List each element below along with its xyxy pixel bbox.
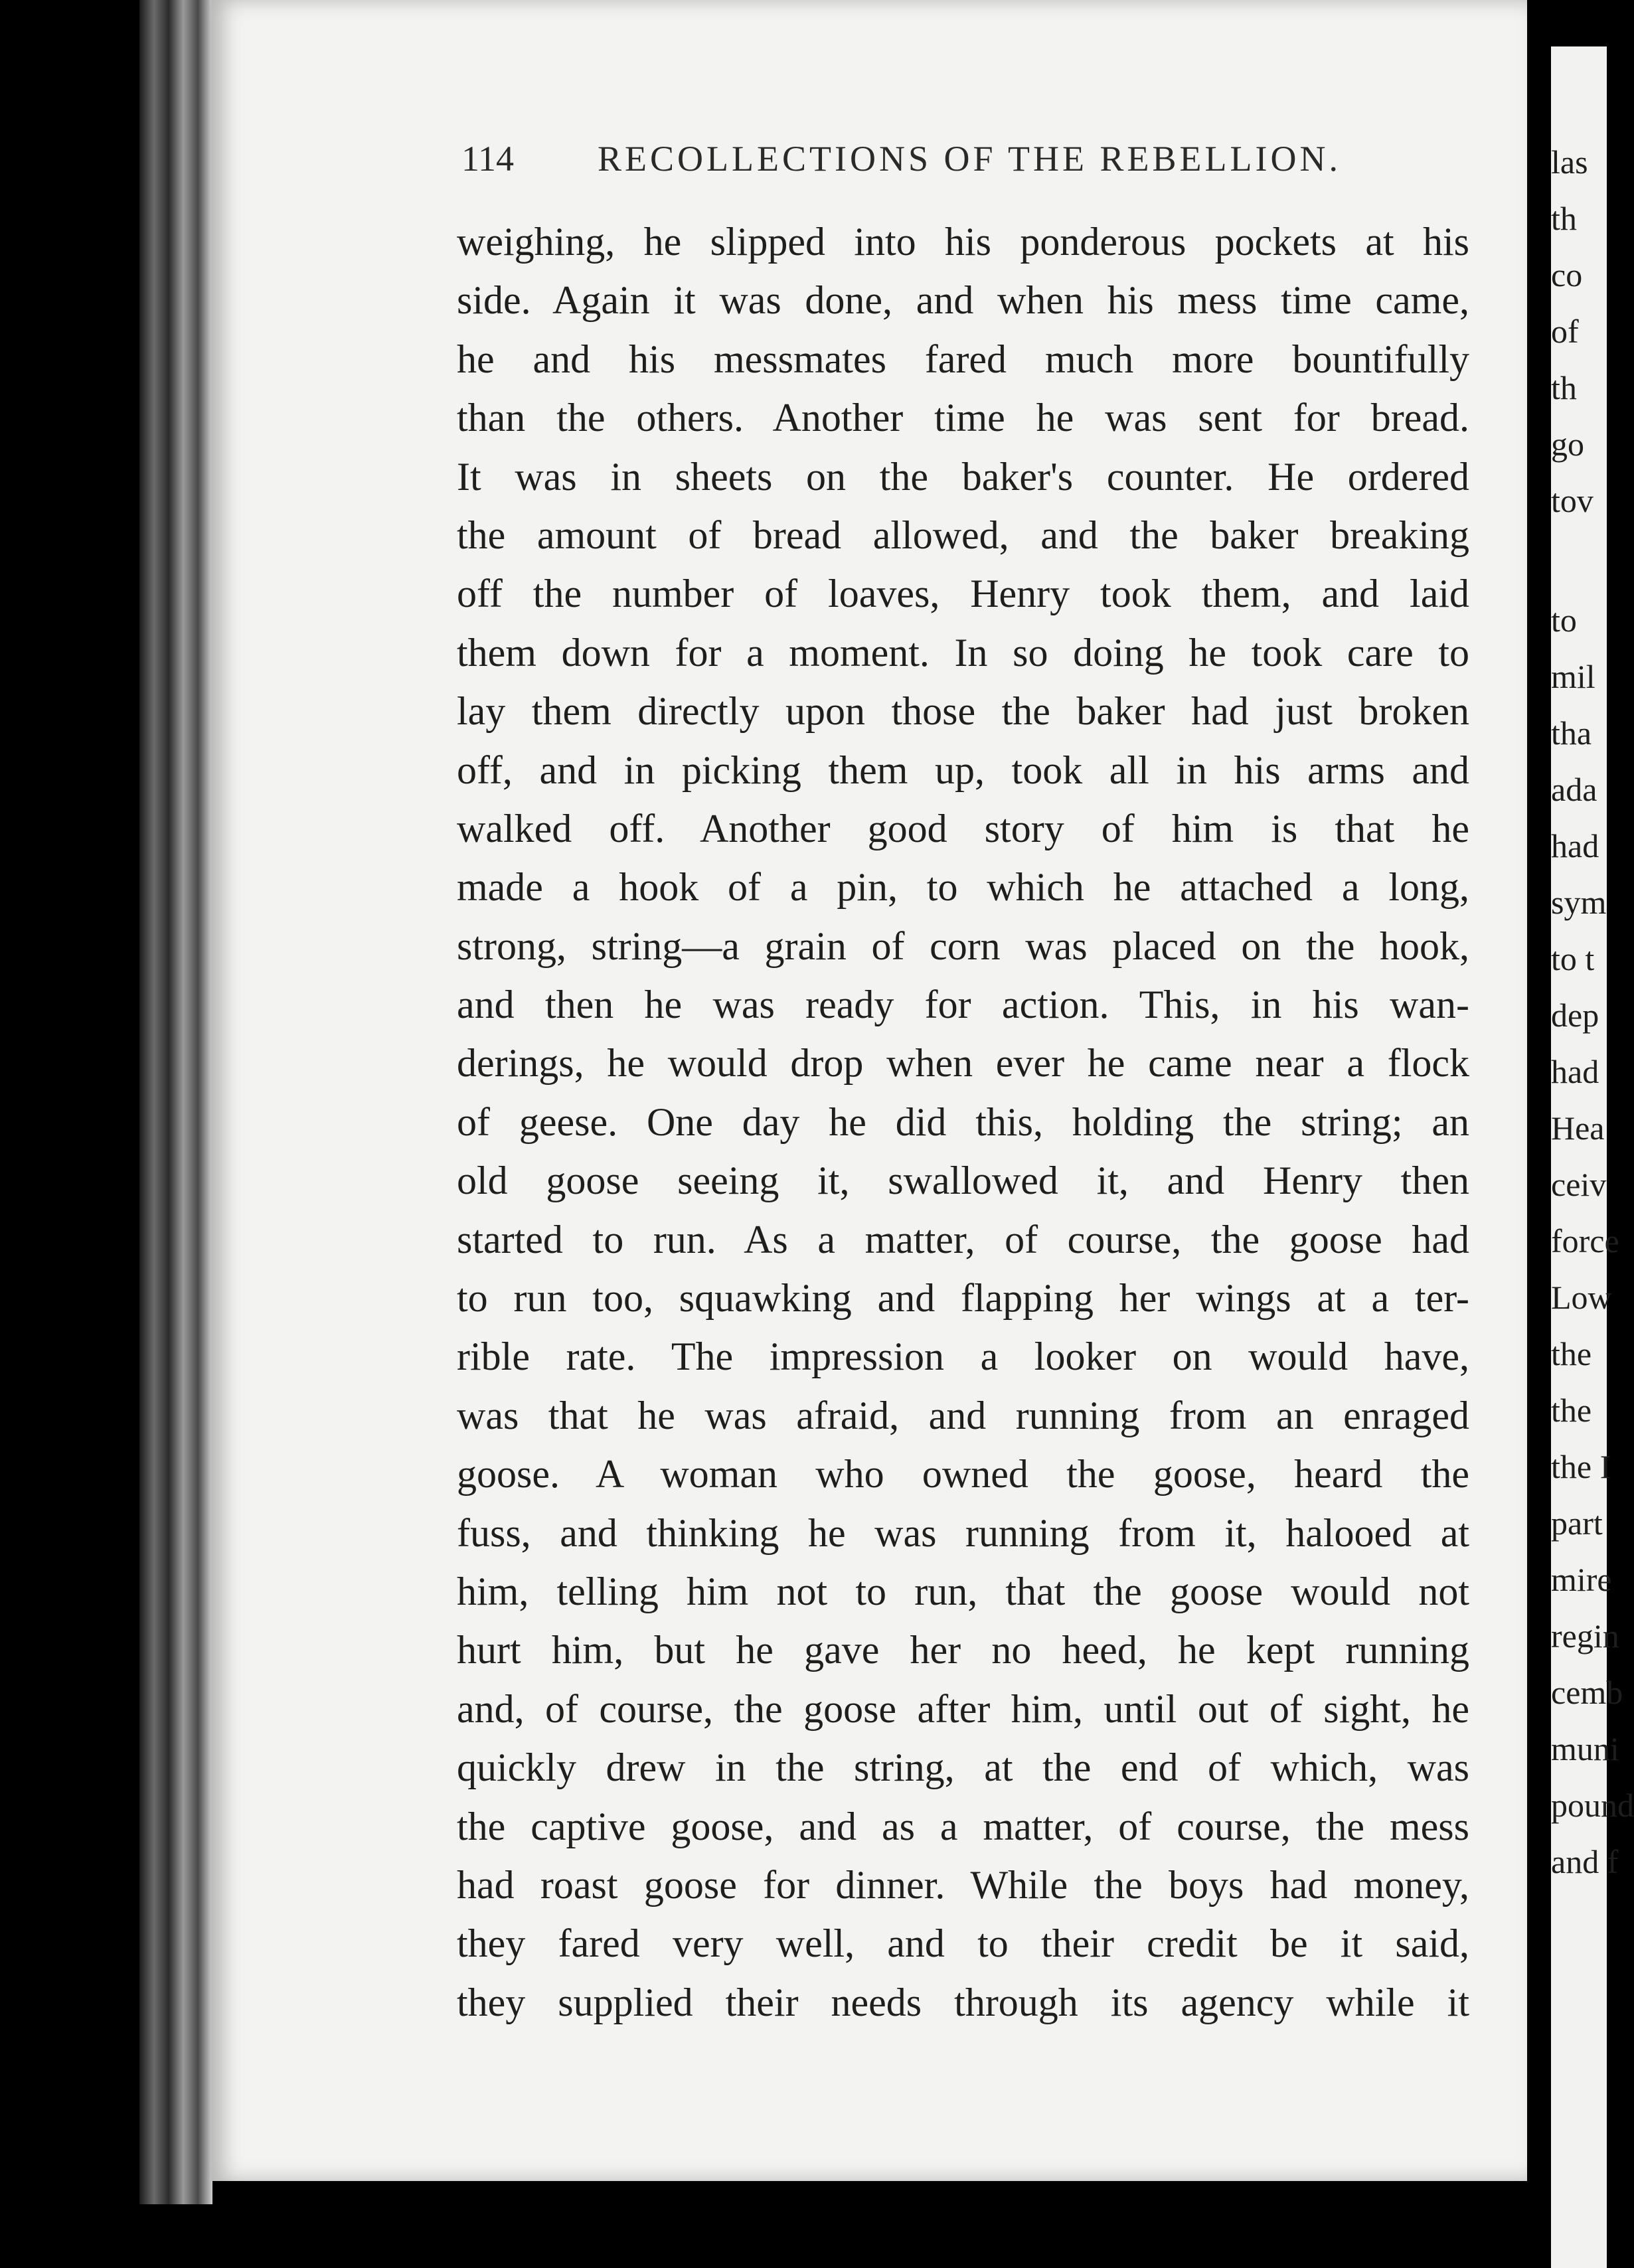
text-line: than the others. Another time he was sent for bread. (457, 396, 1469, 440)
facing-page-fragment: dep (1551, 997, 1599, 1034)
facing-page-fragment: mire (1551, 1561, 1612, 1598)
text-line: they supplied their needs through its agency while it (457, 1980, 1469, 2024)
text-line: lay them directly upon those the baker had just broken (457, 689, 1469, 734)
facing-page-fragment: force (1551, 1222, 1619, 1259)
text-line: had roast goose for dinner. While the boys had money, (457, 1862, 1469, 1907)
text-line: off the number of loaves, Henry took them, and laid (457, 572, 1469, 616)
text-line: weighing, he slipped into his ponderous pockets at his (457, 220, 1469, 264)
text-line: rible rate. The impression a looker on would have, (457, 1335, 1469, 1379)
text-line: was that he was afraid, and running from an enraged (457, 1393, 1469, 1437)
facing-page-fragment: had (1551, 827, 1599, 864)
running-head: RECOLLECTIONS OF THE REBELLION. (598, 139, 1341, 179)
text-line: side. Again it was done, and when his mess time came, (457, 278, 1469, 323)
text-line: and then he was ready for action. This, in his wan- (457, 983, 1469, 1027)
facing-page-fragment: cemb (1551, 1674, 1623, 1711)
text-line: of geese. One day he did this, holding the string; an (457, 1099, 1469, 1144)
facing-page-fragment: Hea (1551, 1109, 1605, 1147)
facing-page-fragment: mil (1551, 658, 1595, 695)
text-line: quickly drew in the string, at the end of which, was (457, 1745, 1469, 1790)
text-line: goose. A woman who owned the goose, heard the (457, 1452, 1469, 1497)
facing-page-fragment: tov (1551, 482, 1593, 519)
book-binding-edge (139, 0, 212, 2204)
facing-page-fragment: sym (1551, 884, 1607, 921)
text-line: the captive goose, and as a matter, of course, the mess (457, 1804, 1469, 1848)
facing-page-fragment: regin (1551, 1617, 1619, 1655)
facing-page-edge (1551, 46, 1634, 2268)
facing-page-fragment: had (1551, 1053, 1599, 1090)
facing-page-fragment: the (1551, 1335, 1592, 1372)
facing-page-fragment: go (1551, 426, 1584, 463)
facing-page-fragment: pound (1551, 1787, 1634, 1824)
text-line: fuss, and thinking he was running from it, halooed at (457, 1510, 1469, 1555)
facing-page-fragment: co (1551, 256, 1583, 293)
text-line: It was in sheets on the baker's counter. He ordered (457, 454, 1469, 499)
facing-page-fragment: the (1551, 1392, 1592, 1429)
facing-page-fragment: to (1551, 602, 1577, 639)
body-text (457, 212, 1469, 2032)
facing-page-fragment: Low (1551, 1279, 1612, 1316)
text-line: the amount of bread allowed, and the baker breaking (457, 513, 1469, 557)
text-line: them down for a moment. In so doing he took care to (457, 630, 1469, 675)
text-line: derings, he would drop when ever he came near a flock (457, 1041, 1469, 1086)
text-line: old goose seeing it, swallowed it, and Henry then (457, 1159, 1469, 1203)
facing-page-fragment: of (1551, 313, 1579, 350)
facing-page-fragment: th (1551, 200, 1577, 237)
facing-page-fragment: ada (1551, 771, 1597, 808)
text-line: started to run. As a matter, of course, the goose had (457, 1217, 1469, 1261)
text-line: they fared very well, and to their credit be it said, (457, 1921, 1469, 1966)
facing-page-fragment: to t (1551, 940, 1595, 977)
text-line: hurt him, but he gave her no heed, he kept running (457, 1628, 1469, 1672)
facing-page-fragment: muni (1551, 1730, 1619, 1767)
facing-page-fragment: tha (1551, 714, 1592, 752)
facing-page-fragment: las (1551, 143, 1588, 181)
text-line: and, of course, the goose after him, until out of sight, he (457, 1686, 1469, 1731)
page-number: 114 (461, 139, 514, 179)
text-line: off, and in picking them up, took all in his arms and (457, 748, 1469, 792)
facing-page-fragment: ceiv (1551, 1166, 1607, 1203)
text-line: made a hook of a pin, to which he attached a long, (457, 865, 1469, 910)
text-line: to run too, squawking and flapping her wings at a ter- (457, 1276, 1469, 1321)
text-line: he and his messmates fared much more bountifully (457, 337, 1469, 381)
facing-page-fragment: th (1551, 369, 1577, 406)
facing-page-fragment: and f (1551, 1843, 1619, 1880)
text-line: walked off. Another good story of him is that he (457, 806, 1469, 850)
facing-page-fragment: part (1551, 1504, 1603, 1542)
text-line: strong, string—a grain of corn was placed on the hook, (457, 924, 1469, 968)
text-line: him, telling him not to run, that the goose would not (457, 1569, 1469, 1613)
facing-page-fragment: the I (1551, 1448, 1611, 1485)
page-gutter (1527, 0, 1551, 2268)
